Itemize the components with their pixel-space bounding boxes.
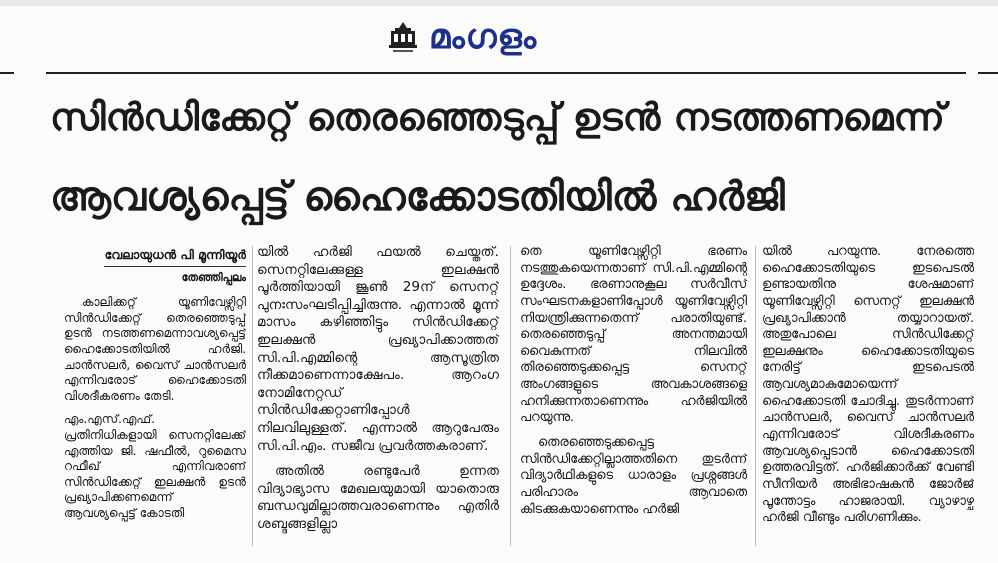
column-divider xyxy=(252,246,253,546)
header-rule-right xyxy=(978,72,998,74)
headline-line-2: ആവശ്യപ്പെട്ട് ഹൈക്കോടതിയിൽ ഹർജി xyxy=(50,174,785,220)
paragraph: യിൽ പറയുന്നു. നേരത്തെ ഹൈക്കോടതിയുടെ ഇടപെടൽ ഉണ്ടായതിനു ശേഷമാണ് യൂണിവേഴ്സിറ്റി സെനറ്റ് ഇലക്ഷൻ പ്രഖ്യാപിക്കാൻ തയ്യാറായത്. അതുപോലെ സിൻഡിക്കേറ്റ് ഇലക്ഷനും ഹൈക്കോടതിയുടെ നേരിട്ട് ഇടപെടൽ ആവശ്യമാകുമോയെന്ന് ഹൈക്കോടതി ചോദിച്ചു. തുടർന്നാണ് ചാൻസലർ, വൈസ് ചാൻസലർ എന്നിവരോട് വിശദീകരണം ആവശ്യപ്പെടാൻ ഹൈക്കോടതി ഉത്തരവിട്ടത്. ഹർജിക്കാർക്ക് വേണ്ടി സീനിയർ അഭിഭാഷകൻ ജോർജ് പൂന്തോട്ടം ഹാജരായി. വ്യാഴാഴ്ച ഹർജി വീണ്ടും പരിഗണിക്കും. xyxy=(762,244,974,526)
column-divider xyxy=(510,246,511,546)
article-column-4 xyxy=(762,244,974,549)
headline-line-1: സിൻഡിക്കേറ്റ് തെരഞ്ഞെടുപ്പ് ഉടൻ നടത്തണമെന്ന് xyxy=(50,95,945,139)
paragraph: അതിൽ രണ്ടുപേർ ഉന്നത വിദ്യാഭ്യാസ മേഖലയുമായി യാതൊരു ബന്ധവുമില്ലാത്തവരാണെന്നും എതിർ ശബ്ദങ്ങളില്ലാ xyxy=(257,463,499,532)
paragraph: തെരഞ്ഞെടുക്കപ്പെട്ട സിൻഡിക്കേറ്റില്ലാത്തതിനെ തുടർന്ന് വിദ്യാർഥികളുടെ ധാരാളം പ്രശ്നങ്ങൾ പരിഹാരം ആവാതെ കിടക്കുകയാണെന്നും ഹർജി xyxy=(520,435,747,517)
dateline-place: തേഞ്ഞിപ്പലം xyxy=(181,270,246,284)
masthead xyxy=(385,12,625,62)
article-column-1 xyxy=(64,244,246,549)
paragraph: എം.എസ്.എഫ്. പ്രതിനിധികളായി സെനറ്റിലേക്ക് എത്തിയ ജി. ഷഫീൽ, റുമൈസ റഫീഖ് എന്നിവരാണ് സിൻഡിക്കേറ്റ് ഇലക്ഷൻ ഉടൻ പ്രഖ്യാപിക്കണമെന്ന് ആവശ്യപ്പെട്ട് കോടതി xyxy=(64,412,246,520)
article-column-2 xyxy=(257,244,499,549)
top-band xyxy=(0,0,998,6)
paragraph: തെ യൂണിവേഴ്സിറ്റി ഭരണം നടത്തുകയെന്നതാണ് സി.പി.എമ്മിന്റെ ഉദ്ദേശം. ഭരണാനുകൂല സർവീസ് സംഘടനകളാണിപ്പോൾ യൂണിവേഴ്സിറ്റി നിയന്ത്രിക്കുന്നതെന്ന് പരാതിയുണ്ട്. തെരഞ്ഞെടുപ്പ് അനന്തമായി വൈകുന്നത് നിലവിൽ തിരഞ്ഞെടുക്കപ്പെട്ട സെനറ്റ് അംഗങ്ങളുടെ അവകാശങ്ങളെ ഹനിക്കുന്നതാണെന്നും ഹർജിയിൽ പറയുന്നു. xyxy=(520,244,747,426)
article-column-3 xyxy=(520,244,747,549)
masthead-title: മംഗളം xyxy=(429,17,538,57)
header-rule-left xyxy=(0,72,14,74)
header-rule xyxy=(46,72,966,74)
byline-author: വേലായുധൻ പി മൂന്നിയൂർ xyxy=(104,247,246,262)
paragraph: യിൽ ഹർജി ഫയൽ ചെയ്തത്. സെനറ്റിലേക്കുള്ള ഇലക്ഷൻ പൂർത്തിയായി ജൂൺ 29ന് സെനറ്റ് പുനഃസംഘടിപ്പിച്ചിരുന്നു. എന്നാൽ മൂന്ന് മാസം കഴിഞ്ഞിട്ടും സിൻഡിക്കേറ്റ് ഇലക്ഷൻ പ്രഖ്യാപിക്കാത്തത് സി.പി.എമ്മിന്റെ ആസൂത്രിത നീക്കമാണെന്നാക്ഷേപം. ആറംഗ നോമിനേറ്റഡ് സിൻഡിക്കേറ്റാണിപ്പോൾ നിലവിലുള്ളത്. എന്നാൽ ആറുപേരും സി.പി.എം. സജീവ പ്രവർത്തകരാണ്. xyxy=(257,244,499,454)
paragraph: കാലിക്കറ്റ് യൂണിവേഴ്സിറ്റി സിൻഡിക്കേറ്റ് തെരഞ്ഞെടുപ്പ് ഉടൻ നടത്തണമെന്നാവശ്യപ്പെട്ട് ഹൈക്കോടതിയിൽ ഹർജി. ചാൻസലർ, വൈസ് ചാൻസലർ എന്നിവരോട് ഹൈക്കോടതി വിശദീകരണം തേടി. xyxy=(64,295,246,403)
byline-rule xyxy=(104,266,246,267)
newspaper-emblem-icon xyxy=(385,17,421,57)
column-divider xyxy=(755,246,756,546)
